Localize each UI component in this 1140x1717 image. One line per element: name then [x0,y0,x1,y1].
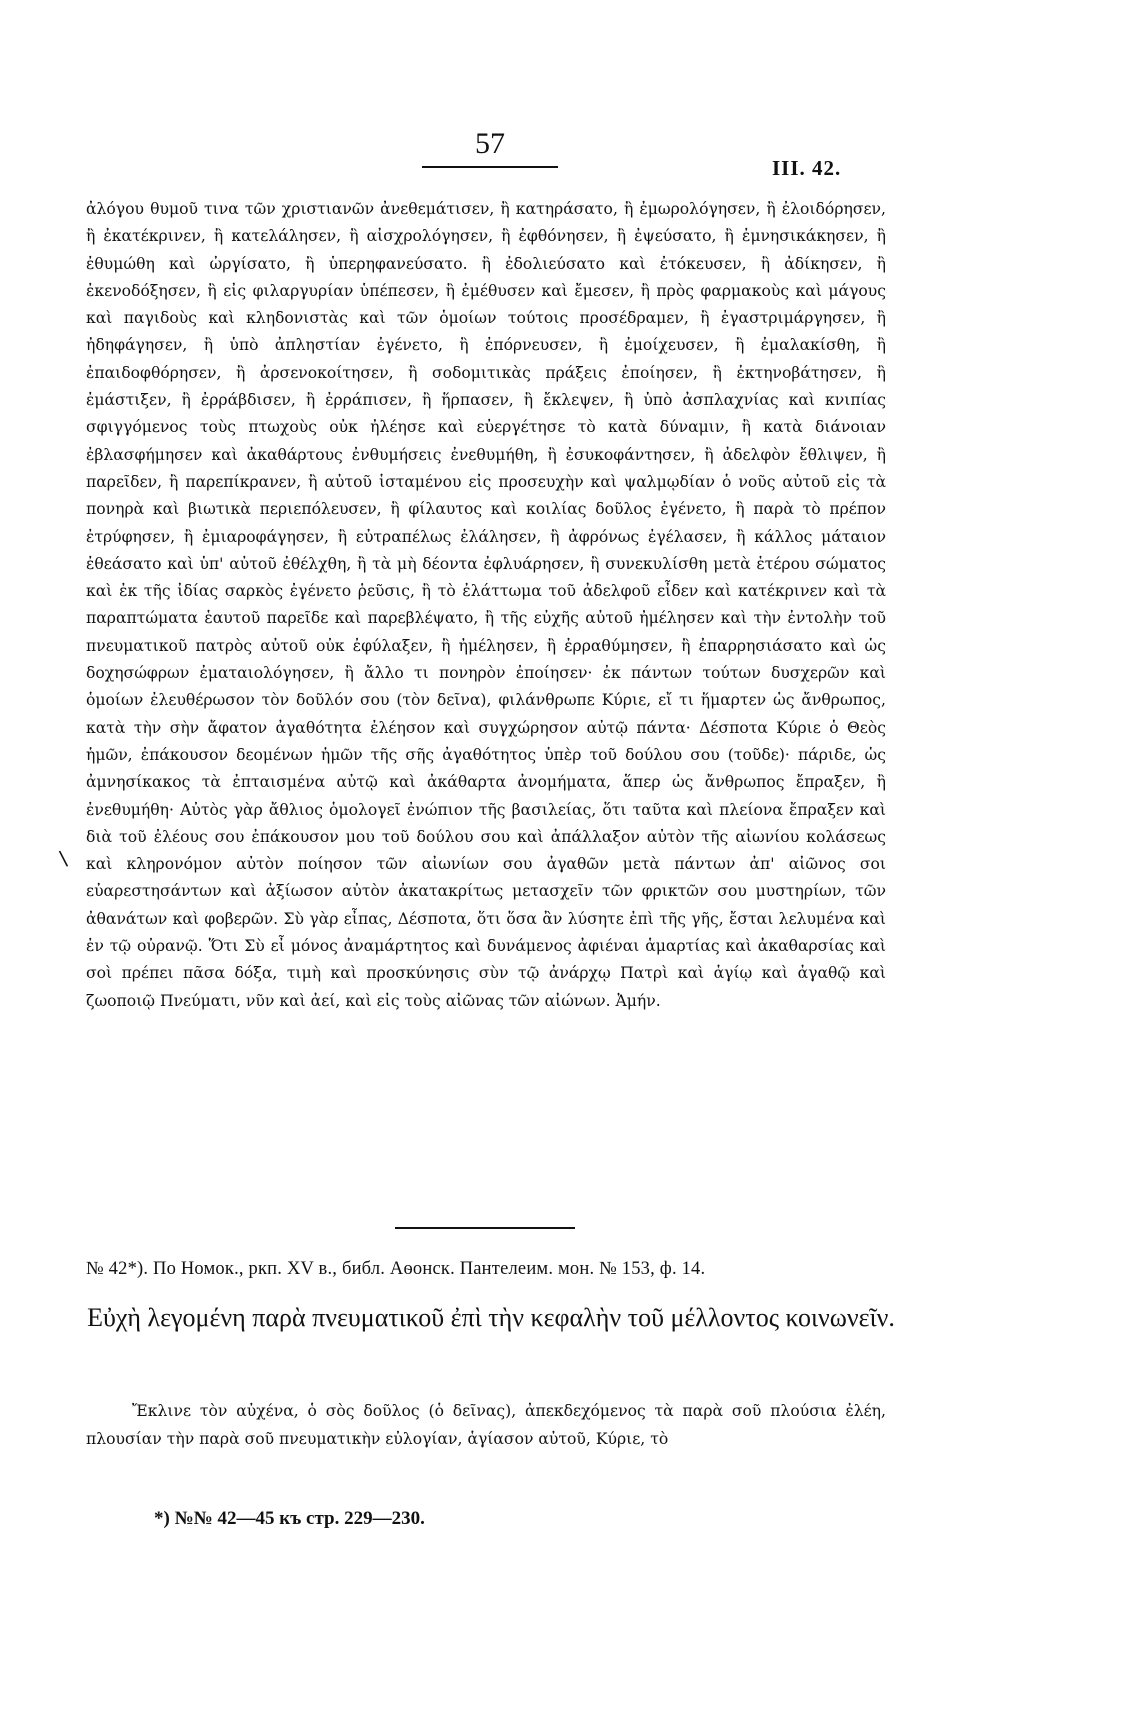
source-reference: № 42*). По Номок., ркп. XV в., библ. Аѳонск. Пантелеим. мон. № 153, ф. 14. [86,1259,706,1279]
margin-mark: \ [57,845,69,871]
prayer-title: Εὐχὴ λεγομένη παρὰ πνευματικοῦ ἐπὶ τὴν κεφαλὴν τοῦ μέλλοντος κοινωνεῖν. [87,1303,895,1332]
page-number-rule [422,166,558,168]
footnote: *) №№ 42—45 къ стр. 229—230. [154,1508,425,1529]
page-number: 57 [475,127,505,160]
chapter-reference: III. 42. [772,156,842,180]
main-text-block: ἀλόγου θυμοῦ τινα τῶν χριστιανῶν ἀνεθεμάτισεν, ἢ κατηράσατο, ἢ ἐμωρολόγησεν, ἢ ἐλοιδόρησεν, ἢ ἐκατέκρινεν, ἢ κατελάλησεν, ἢ αἰσχρολόγησεν, ἢ ἐφθόνησεν, ἢ ἐψεύσατο, ἢ ἐμνησικάκησεν, ἢ ἐθυμώθη καὶ ὠργίσατο, ἢ ὑπερηφανεύσατο. ἢ ἐδολιεύσατο καὶ ἐτόκευσεν, ἢ ἀδίκησεν, ἢ ἐκενοδόξησεν, ἢ εἰς φιλαργυρίαν ὑπέπεσεν, ἢ ἐμέθυσεν καὶ ἔμεσεν, ἢ πρὸς φαρμακοὺς καὶ μάγους καὶ παγιδοὺς καὶ κληδονιστὰς καὶ τῶν ὁμοίων τούτοις προσέδραμεν, ἢ ἐγαστριμάργησεν, ἢ ἠδηφάγησεν, ἢ ὑπὸ ἀπληστίαν ἐγένετο, ἢ ἐπόρνευσεν, ἢ ἐμοίχευσεν, ἢ ἐμαλακίσθη, ἢ ἐπαιδοφθόρησεν, ἢ ἀρσενοκοίτησεν, ἢ σοδομιτικὰς πράξεις ἐποίησεν, ἢ ἐκτηνοβάτησεν, ἢ ἐμάστιξεν, ἢ ἐρράβδισεν, ἢ ἐρράπισεν, ἢ ἥρπασεν, ἢ ἔκλεψεν, ἢ ὑπὸ ἀσπλαχνίας καὶ κνιπίας σφιγγόμενος τοὺς πτωχοὺς οὐκ ἠλέησε καὶ εὐεργέτησε τὸ κατὰ δύναμιν, ἢ κατὰ διάνοιαν ἐβλασφήμησεν καὶ ἀκαθάρτους ἐνθυμήσεις ἐνεθυμήθη, ἢ ἐσυκοφάντησεν, ἢ ἀδελφὸν ἔθλιψεν, ἢ παρεῖδεν, ἢ παρεπίκρανεν, ἢ αὐτοῦ ἱσταμένου εἰς προσευχὴν καὶ ψαλμῳδίαν ὁ νοῦς αὐτοῦ εἰς τὰ πονηρὰ καὶ βιωτικὰ περιεπόλευσεν, ἢ φίλαυτος καὶ κοιλίας δοῦλος ἐγένετο, ἢ παρὰ τὸ πρέπον ἐτρύφησεν, ἢ ἐμιαροφάγησεν, ἢ εὐτραπέλως ἐλάλησεν, ἢ ἀφρόνως ἐγέλασεν, ἢ κάλλος μάταιον ἐθεάσατο καὶ ὑπ' αὐτοῦ ἐθέλχθη, ἢ τὰ μὴ δέοντα ἐφλυάρησεν, ἢ συνεκυλίσθη μετὰ ἑτέρου σώματος καὶ ἐκ τῆς ἰδίας σαρκὸς ἐγένετο ῥεῦσις, ἢ τὸ ἐλάττωμα τοῦ ἀδελφοῦ εἶδεν καὶ κατέκρινεν καὶ τὰ παραπτώματα ἑαυτοῦ παρεῖδε καὶ παρεβλέψατο, ἢ τῆς εὐχῆς αὐτοῦ ἠμέλησεν καὶ τὴν ἐντολὴν τοῦ πνευματικοῦ πατρὸς αὐτοῦ οὐκ ἐφύλαξεν, ἢ ἠμέλησεν, ἢ ἐρραθύμησεν, ἢ ἐπαρρησιάσατο καὶ ὡς δοχησώφρων ἐματαιολόγησεν, ἢ ἄλλο τι πονηρὸν ἐποίησεν· ἐκ πάντων τούτων δυσχερῶν καὶ ὁμοίων ἐλευθέρωσον τὸν δοῦλόν σου (τὸν δεῖνα), φιλάνθρωπε Κύριε, εἴ τι ἥμαρτεν ὡς ἄνθρωπος, κατὰ τὴν σὴν ἄφατον ἀγαθότητα ἐλέησον καὶ συγχώρησον αὐτῷ πάντα· Δέσποτα Κύριε ὁ Θεὸς ἡμῶν, ἐπάκουσον δεομένων ἡμῶν τῆς σῆς ἀγαθότητος ὑπὲρ τοῦ δούλου σου (τοῦδε)· πάριδε, ὡς ἀμνησίκακος τὰ ἐπταισμένα αὐτῷ καὶ ἀκάθαρτα ἀνομήματα, ἅπερ ὡς ἄνθρωπος ἔπραξεν, ἢ ἐνεθυμήθη· Αὐτὸς γὰρ ἄθλιος ὁμολογεῖ ἐνώπιον τῆς βασιλείας, ὅτι ταῦτα καὶ πλείονα ἔπραξεν καὶ διὰ τοῦ ἐλέους σου ἐπάκουσον μου τοῦ δούλου σου καὶ ἀπάλλαξον αὐτὸν τῆς αἰωνίου κολάσεως καὶ κληρονόμον αὐτὸν ποίησον τῶν αἰωνίων σου ἀγαθῶν μετὰ πάντων ἀπ' αἰῶνος σοι εὐαρεστησάντων καὶ ἀξίωσον αὐτὸν ἀκατακρίτως μετασχεῖν τῶν φρικτῶν σου μυστηρίων, τῶν ἀθανάτων καὶ φοβερῶν. Σὺ γὰρ εἶπας, Δέσποτα, ὅτι ὅσα ἂν λύσητε ἐπὶ τῆς γῆς, ἔσται λελυμένα καὶ ἐν τῷ οὐρανῷ. Ὅτι Σὺ εἶ μόνος ἀναμάρτητος καὶ δυνάμενος ἀφιέναι ἁμαρτίας καὶ ἀκαθαρσίας καὶ σοὶ πρέπει πᾶσα δόξα, τιμὴ καὶ προσκύνησις σὺν τῷ ἀνάρχῳ Πατρὶ καὶ ἁγίῳ καὶ ἀγαθῷ καὶ ζωοποιῷ Πνεύματι, νῦν καὶ ἀεί, καὶ εἰς τοὺς αἰῶνας τῶν αἰώνων. Ἀμήν. [86,200,886,1010]
section-divider [395,1227,575,1229]
prayer-body: Ἔκλινε τὸν αὐχένα, ὁ σὸς δοῦλος (ὁ δεῖνας), ἀπεκδεχόμενος τὰ παρὰ σοῦ πλούσια ἐλέη, πλουσίαν τὴν παρὰ σοῦ πνευματικὴν εὐλογίαν, ἁγίασον αὐτοῦ, Κύριε, τὸ [86,1402,886,1448]
